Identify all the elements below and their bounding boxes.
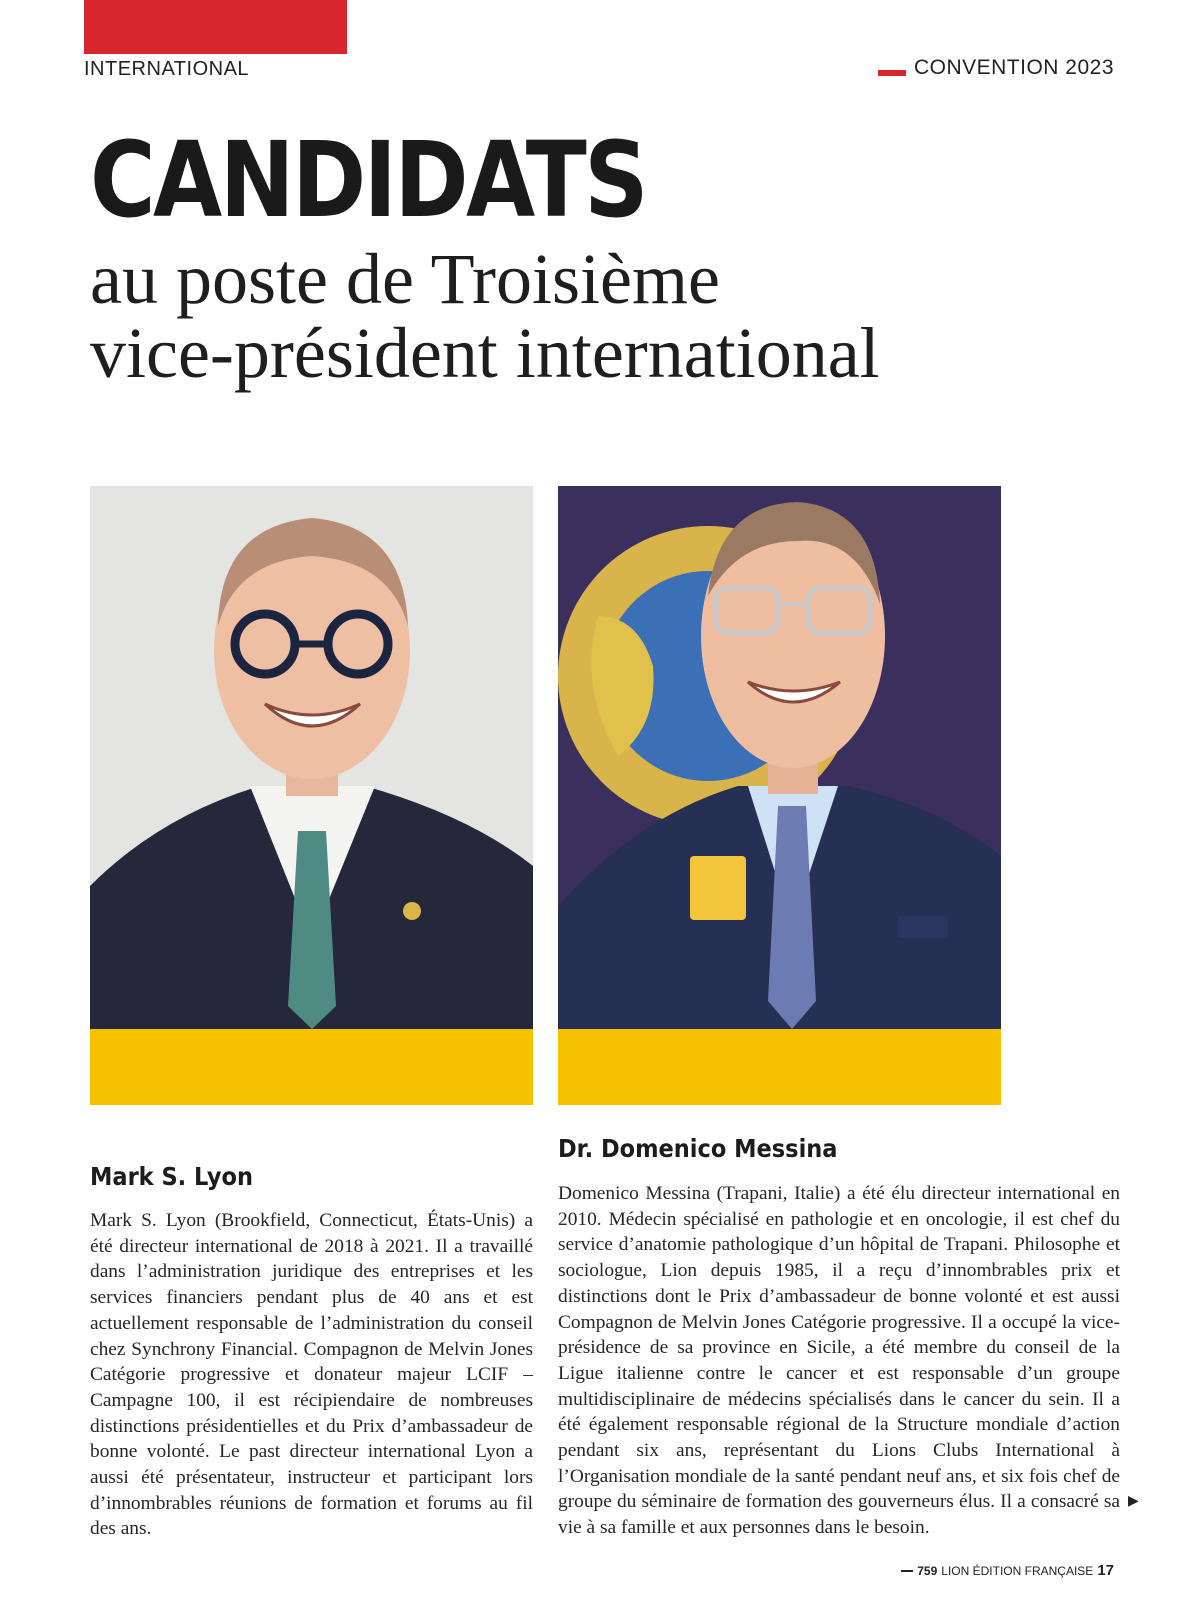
candidate-name-lyon: Mark S. Lyon: [90, 1162, 254, 1191]
footer-dash-icon: [901, 1570, 913, 1572]
red-dash-icon: [878, 70, 906, 76]
photo-messina: [558, 486, 1001, 1105]
portrait-lyon-illustration: [90, 486, 533, 1029]
page-number: 17: [1097, 1562, 1114, 1579]
page-footer: [901, 1562, 1114, 1579]
convention-text: CONVENTION 2023: [913, 56, 1114, 79]
subheadline-line-1: au poste de Troisième: [90, 239, 720, 319]
red-header-bar: [84, 0, 347, 54]
photo-lyon: [90, 486, 533, 1105]
candidate-bio-messina: Domenico Messina (Trapani, Italie) a été élu directeur international en 2010. Médecin spécialisé en pathologie et en oncologie, il est chef du service d’anatomie pathologique d’un hôpital de Trapani. Philosophe et sociologue, Lion depuis 1985, il a reçu d’innombrables prix et distinctions dont le Prix d’ambassadeur de bonne volonté et est aussi Compagnon de Melvin Jones Catégorie progressive. Il a occupé la vice-présidence de sa province en Sicile, a été membre du conseil de la Ligue italienne contre le cancer et est responsable d’un groupe multidisciplinaire de médecins spécialisés dans le cancer du sein. Il a été également responsable régional de la Structure mondiale d’action pendant six ans, représentant du Lions Clubs International à l’Organisation mondiale de la santé pendant neuf ans, et six fois chef de groupe du séminaire de formation des gouverneurs élus. Il a consacré sa vie à sa famille et aux personnes dans le besoin.: [558, 1183, 1120, 1539]
portrait-messina-illustration: [558, 486, 1001, 1029]
section-label: INTERNATIONAL: [84, 58, 250, 80]
subheadline: [90, 239, 880, 393]
continue-arrow-icon: ▶: [1128, 1493, 1139, 1509]
subheadline-line-2: vice-président international: [90, 313, 880, 393]
candidate-bio-lyon: Mark S. Lyon (Brookfield, Connecticut, États-Unis) a été directeur international de 2018 à 2021. Il a travaillé dans l’administration juridique des entreprises et les services financiers pendant plus de 40 ans et est actuellement responsable de l’administration du conseil chez Synchrony Financial. Compagnon de Melvin Jones Catégorie progressive et donateur majeur LCIF – Campagne 100, il est récipiendaire de nombreuses distinctions présidentielles et du Prix d’ambassadeur de bonne volonté. Le past directeur international Lyon a aussi été présentateur, instructeur et participant lors d’innombrables réunions de formation et forums au fil des ans.: [90, 1210, 533, 1540]
issue-number: 759: [917, 1563, 938, 1578]
headline: CANDIDATS: [90, 119, 646, 241]
convention-label: [878, 56, 1114, 80]
candidate-name-messina: Dr. Domenico Messina: [558, 1134, 838, 1163]
publication-name: LION ÉDITION FRANÇAISE: [941, 1563, 1094, 1578]
portrait-lyon: [90, 486, 533, 1029]
portrait-messina: [558, 486, 1001, 1029]
